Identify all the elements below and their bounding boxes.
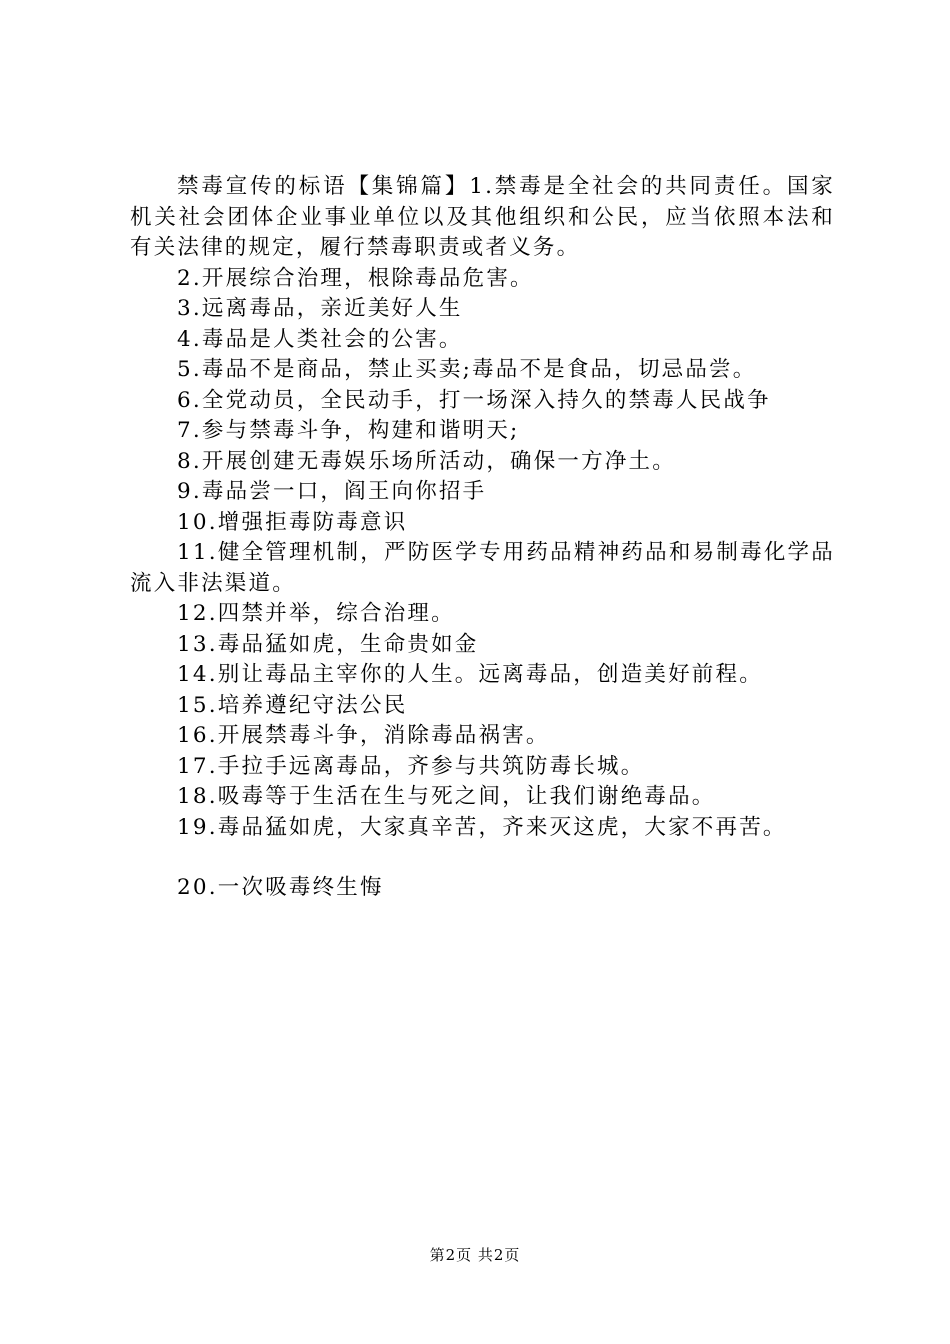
slogan-item: 17.手拉手远离毒品，齐参与共筑防毒长城。 [177, 753, 645, 779]
slogan-item: 2.开展综合治理，根除毒品危害。 [177, 265, 534, 291]
slogan-item: 5.毒品不是商品，禁止买卖;毒品不是食品，切忌品尝。 [177, 357, 757, 382]
slogan-item: 7.参与禁毒斗争，构建和谐明天; [177, 418, 520, 443]
slogan-item: 16.开展禁毒斗争，消除毒品祸害。 [177, 723, 550, 748]
slogan-item: 11.健全管理机制，严防医学专用药品精神药品和易制毒化学品流入非法渠道。 [130, 540, 835, 596]
paragraph-intro: 禁毒宣传的标语【集锦篇】1.禁毒是全社会的共同责任。国家机关社会团体企业事业单位以及其他组织和公民，应当依照本法和有关法律的规定，履行禁毒职责或者义务。 [130, 174, 835, 260]
slogan-item: 9.毒品尝一口，阎王向你招手 [177, 479, 487, 504]
document-body [130, 172, 835, 904]
slogan-item: 19.毒品猛如虎，大家真辛苦，齐来灭这虎，大家不再苦。 [177, 814, 787, 840]
slogan-item: 18.吸毒等于生活在生与死之间，让我们谢绝毒品。 [177, 784, 716, 809]
slogan-item: 10.增强拒毒防毒意识 [177, 509, 408, 535]
page-number-footer: 第2页 共2页 [429, 1246, 521, 1264]
slogan-item: 14.别让毒品主宰你的人生。远离毒品，创造美好前程。 [177, 662, 763, 687]
slogan-item: 13.毒品猛如虎，生命贵如金 [177, 631, 479, 657]
slogan-item: 4.毒品是人类社会的公害。 [177, 326, 463, 352]
slogan-item: 12.四禁并举，综合治理。 [177, 601, 455, 626]
slogan-item: 15.培养遵纪守法公民 [177, 692, 408, 718]
slogan-item: 20.一次吸毒终生悔 [177, 875, 384, 900]
slogan-item: 6.全党动员，全民动手，打一场深入持久的禁毒人民战争 [177, 387, 771, 413]
slogan-item: 8.开展创建无毒娱乐场所活动，确保一方净土。 [177, 448, 676, 474]
slogan-item: 3.远离毒品，亲近美好人生 [177, 296, 463, 321]
paragraph-spacer [130, 843, 835, 873]
